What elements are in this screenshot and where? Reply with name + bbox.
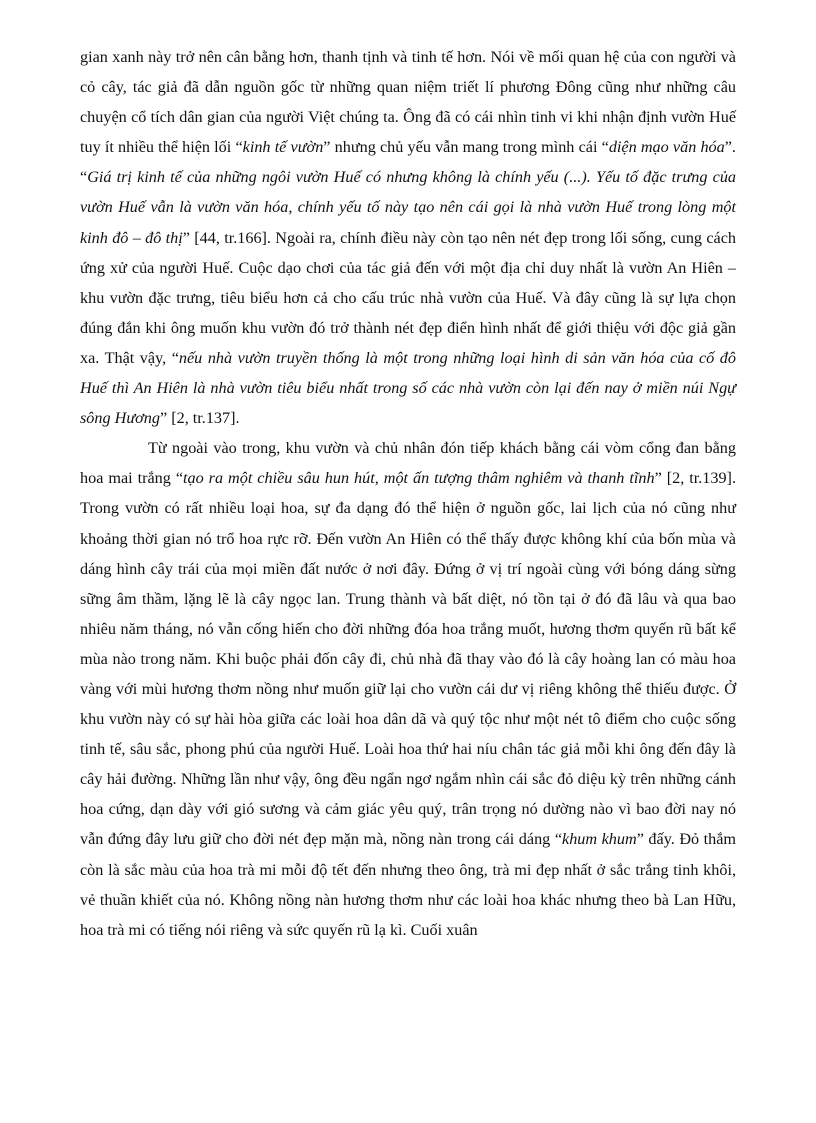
text-run: gian xanh này trở nên cân bằng hơn, thanh tịnh và tinh tế hơn. Nói về mối quan hệ của con người và cỏ cây, tác giả đã dẫn nguồn gốc từ những quan niệm triết lí phương Đông cũng như những câu chuyện cổ tích dân gian của người Việt chúng ta. Ông đã có cái nhìn tinh vi khi nhận định vườn Huế tuy ít nhiều thể hiện lối “ [80, 48, 736, 157]
text-run: ” nhưng chủ yếu vẫn mang trong mình cái “ [323, 138, 609, 157]
text-run: Từ ngoài vào trong, khu vườn và chủ nhân đón tiếp khách bằng cái vòm cổng đan bằng hoa mai trắng “ [80, 439, 736, 488]
paragraph-2 [80, 433, 736, 945]
italic-text-run: diện mạo văn hóa [608, 138, 725, 157]
italic-text-run: khum khum [562, 830, 637, 849]
italic-quotation: nếu nhà vườn truyền thống là một trong những loại hình di sản văn hóa của cố đô Huế thì An Hiên là nhà vườn tiêu biểu nhất trong số các nhà vườn còn lại đến nay ở miền núi Ngự sông Hương [80, 348, 736, 428]
document-page [80, 42, 736, 945]
text-run: ” [2, tr.137]. [159, 409, 240, 428]
text-run: ” đấy. Đỏ thắm còn là sắc màu của hoa trà mi mỗi độ tết đến nhưng theo ông, trà mi đẹp nhất ở sắc trắng tinh khôi, vẻ thuần khiết của nó. Không nồng nàn hương thơm như các loài hoa khác nhưng theo bà Lan Hữu, hoa trà mi có tiếng nói riêng và sức quyến rũ lạ kì. Cuối xuân [80, 830, 737, 939]
italic-text-run: kinh tế vườn [242, 138, 324, 157]
paragraph-1 [80, 42, 736, 433]
italic-quotation: Giá trị kinh tế của những ngôi vườn Huế có nhưng không là chính yếu (...). Yếu tố đặc trưng của vườn Huế vẫn là vườn văn hóa, chính yếu tố này tạo nên cái gọi là nhà vườn Huế trong lòng một kinh đô – đô thị [80, 168, 736, 247]
text-run: ” [44, tr.166]. Ngoài ra, chính điều này còn tạo nên nét đẹp trong lối sống, cung cách ứng xử của người Huế. Cuộc dạo chơi của tác giả đến với một địa chỉ duy nhất là vườn An Hiên – khu vườn đặc trưng, tiêu biểu hơn cả cho cấu trúc nhà vườn của Huế. Và đây cũng là sự lựa chọn đúng đắn khi ông muốn khu vườn đó trở thành nét đẹp điển hình nhất để giới thiệu với độc giả gần xa. Thật vậy, “ [80, 228, 736, 367]
italic-quotation: tạo ra một chiều sâu hun hút, một ấn tượng thâm nghiêm và thanh tĩnh [183, 469, 655, 488]
text-run: ”. “ [80, 138, 736, 187]
text-run: ” [2, tr.139]. Trong vườn có rất nhiều loại hoa, sự đa dạng đó thể hiện ở nguồn gốc, lai lịch của nó cũng như khoảng thời gian nó trổ hoa rực rỡ. Đến vườn An Hiên có thể thấy được không khí của bốn mùa và dáng hình cây trái của mọi miền đất nước ở nơi đây. Đứng ở vị trí ngoài cùng với bóng dáng sừng sững âm thầm, lặng lẽ là cây ngọc lan. Trung thành và bất diệt, nó tồn tại ở đó đã lâu và qua bao nhiêu năm tháng, nó vẫn cống hiến cho đời những đóa hoa trắng muốt, hương thơm quyến rũ bất kể mùa nào trong năm. Khi buộc phải đốn cây đi, chủ nhà đã thay vào đó là cây hoàng lan có màu hoa vàng với mùi hương thơm nồng như muốn giữ lại cho vườn cái dư vị riêng không thể thiếu được. Ở khu vườn này có sự hài hòa giữa các loài hoa dân dã và quý tộc như một nét tô điểm cho cuộc sống tinh tế, sâu sắc, phong phú của người Huế. Loài hoa thứ hai níu chân tác giả mỗi khi ông đến đây là cây hải đường. Những lần như vậy, ông đều ngẩn ngơ ngắm nhìn cái sắc đỏ diệu kỳ trên những cánh hoa cứng, dạn dày với gió sương và cảm giác yêu quý, trân trọng nó dường nào vì bao đời nay nó vẫn đứng đây lưu giữ cho đời nét đẹp mặn mà, nồng nàn trong cái dáng “ [80, 469, 736, 849]
